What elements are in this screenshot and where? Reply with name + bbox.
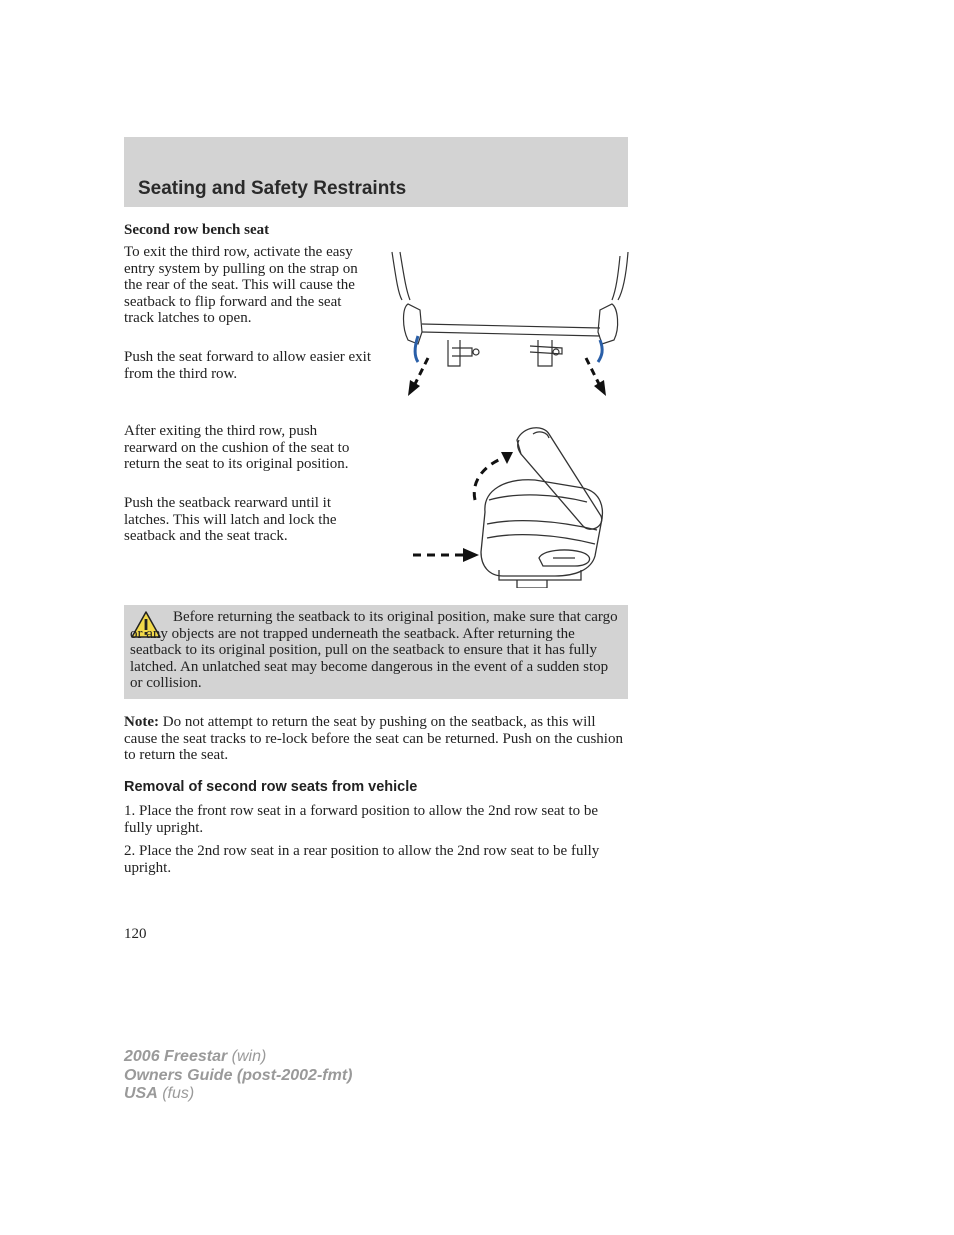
note-paragraph xyxy=(124,714,628,764)
paragraph-return-seat: After exiting the third row, push rearward on the cushion of the seat to return the seat to its original position. xyxy=(124,423,350,472)
footer-market-code: (fus) xyxy=(157,1085,195,1102)
step-1: 1. Place the front row seat in a forward position to allow the 2nd row seat to be fully upright. xyxy=(124,803,599,836)
seat-track-latch-illustration xyxy=(388,248,634,400)
paragraph-push-seatback: Push the seatback rearward until it latches. This will latch and lock the seatback and the seat track. xyxy=(124,495,337,544)
seat-return-illustration xyxy=(405,420,615,588)
footer-guide: Owners Guide (post-2002-fmt) xyxy=(124,1066,353,1084)
footer-line-3 xyxy=(124,1085,352,1104)
paragraph-exit-third-row: To exit the third row, activate the easy entry system by pulling on the strap on the rear of the seat. This will cause the seatback to flip forward and the seat track latches to open. xyxy=(124,244,358,326)
note-label: Note: xyxy=(124,714,159,730)
step-2: 2. Place the 2nd row seat in a rear position to allow the 2nd row seat to be fully upright. xyxy=(124,843,600,876)
page-number: 120 xyxy=(124,926,147,942)
section-title: Seating and Safety Restraints xyxy=(138,178,407,199)
paragraph-push-seat-forward: Push the seat forward to allow easier exit from the third row. xyxy=(124,349,372,382)
footer-line-1 xyxy=(124,1048,352,1067)
footer-model: 2006 Freestar xyxy=(124,1048,228,1065)
footer-model-code: (win) xyxy=(227,1048,267,1065)
footer-market: USA xyxy=(124,1085,158,1102)
footer-line-2 xyxy=(124,1067,352,1086)
warning-text: Before returning the seatback to its original position, make sure that cargo or any objects are not trapped underneath the seatback. After returning the seatback to its original position, pull on the seatback to ensure that it has fully latched. An unlatched seat may become dangerous in the event of a sudden stop or collision. xyxy=(130,609,618,691)
subheading-removal-second-row: Removal of second row seats from vehicle xyxy=(124,779,418,795)
note-text: Do not attempt to return the seat by pushing on the seatback, as this will cause the seat tracks to re-lock before the seat can be returned. Push on the cushion to return the seat. xyxy=(124,714,623,763)
subheading-second-row-bench-seat: Second row bench seat xyxy=(124,222,270,238)
footer xyxy=(124,1048,352,1104)
